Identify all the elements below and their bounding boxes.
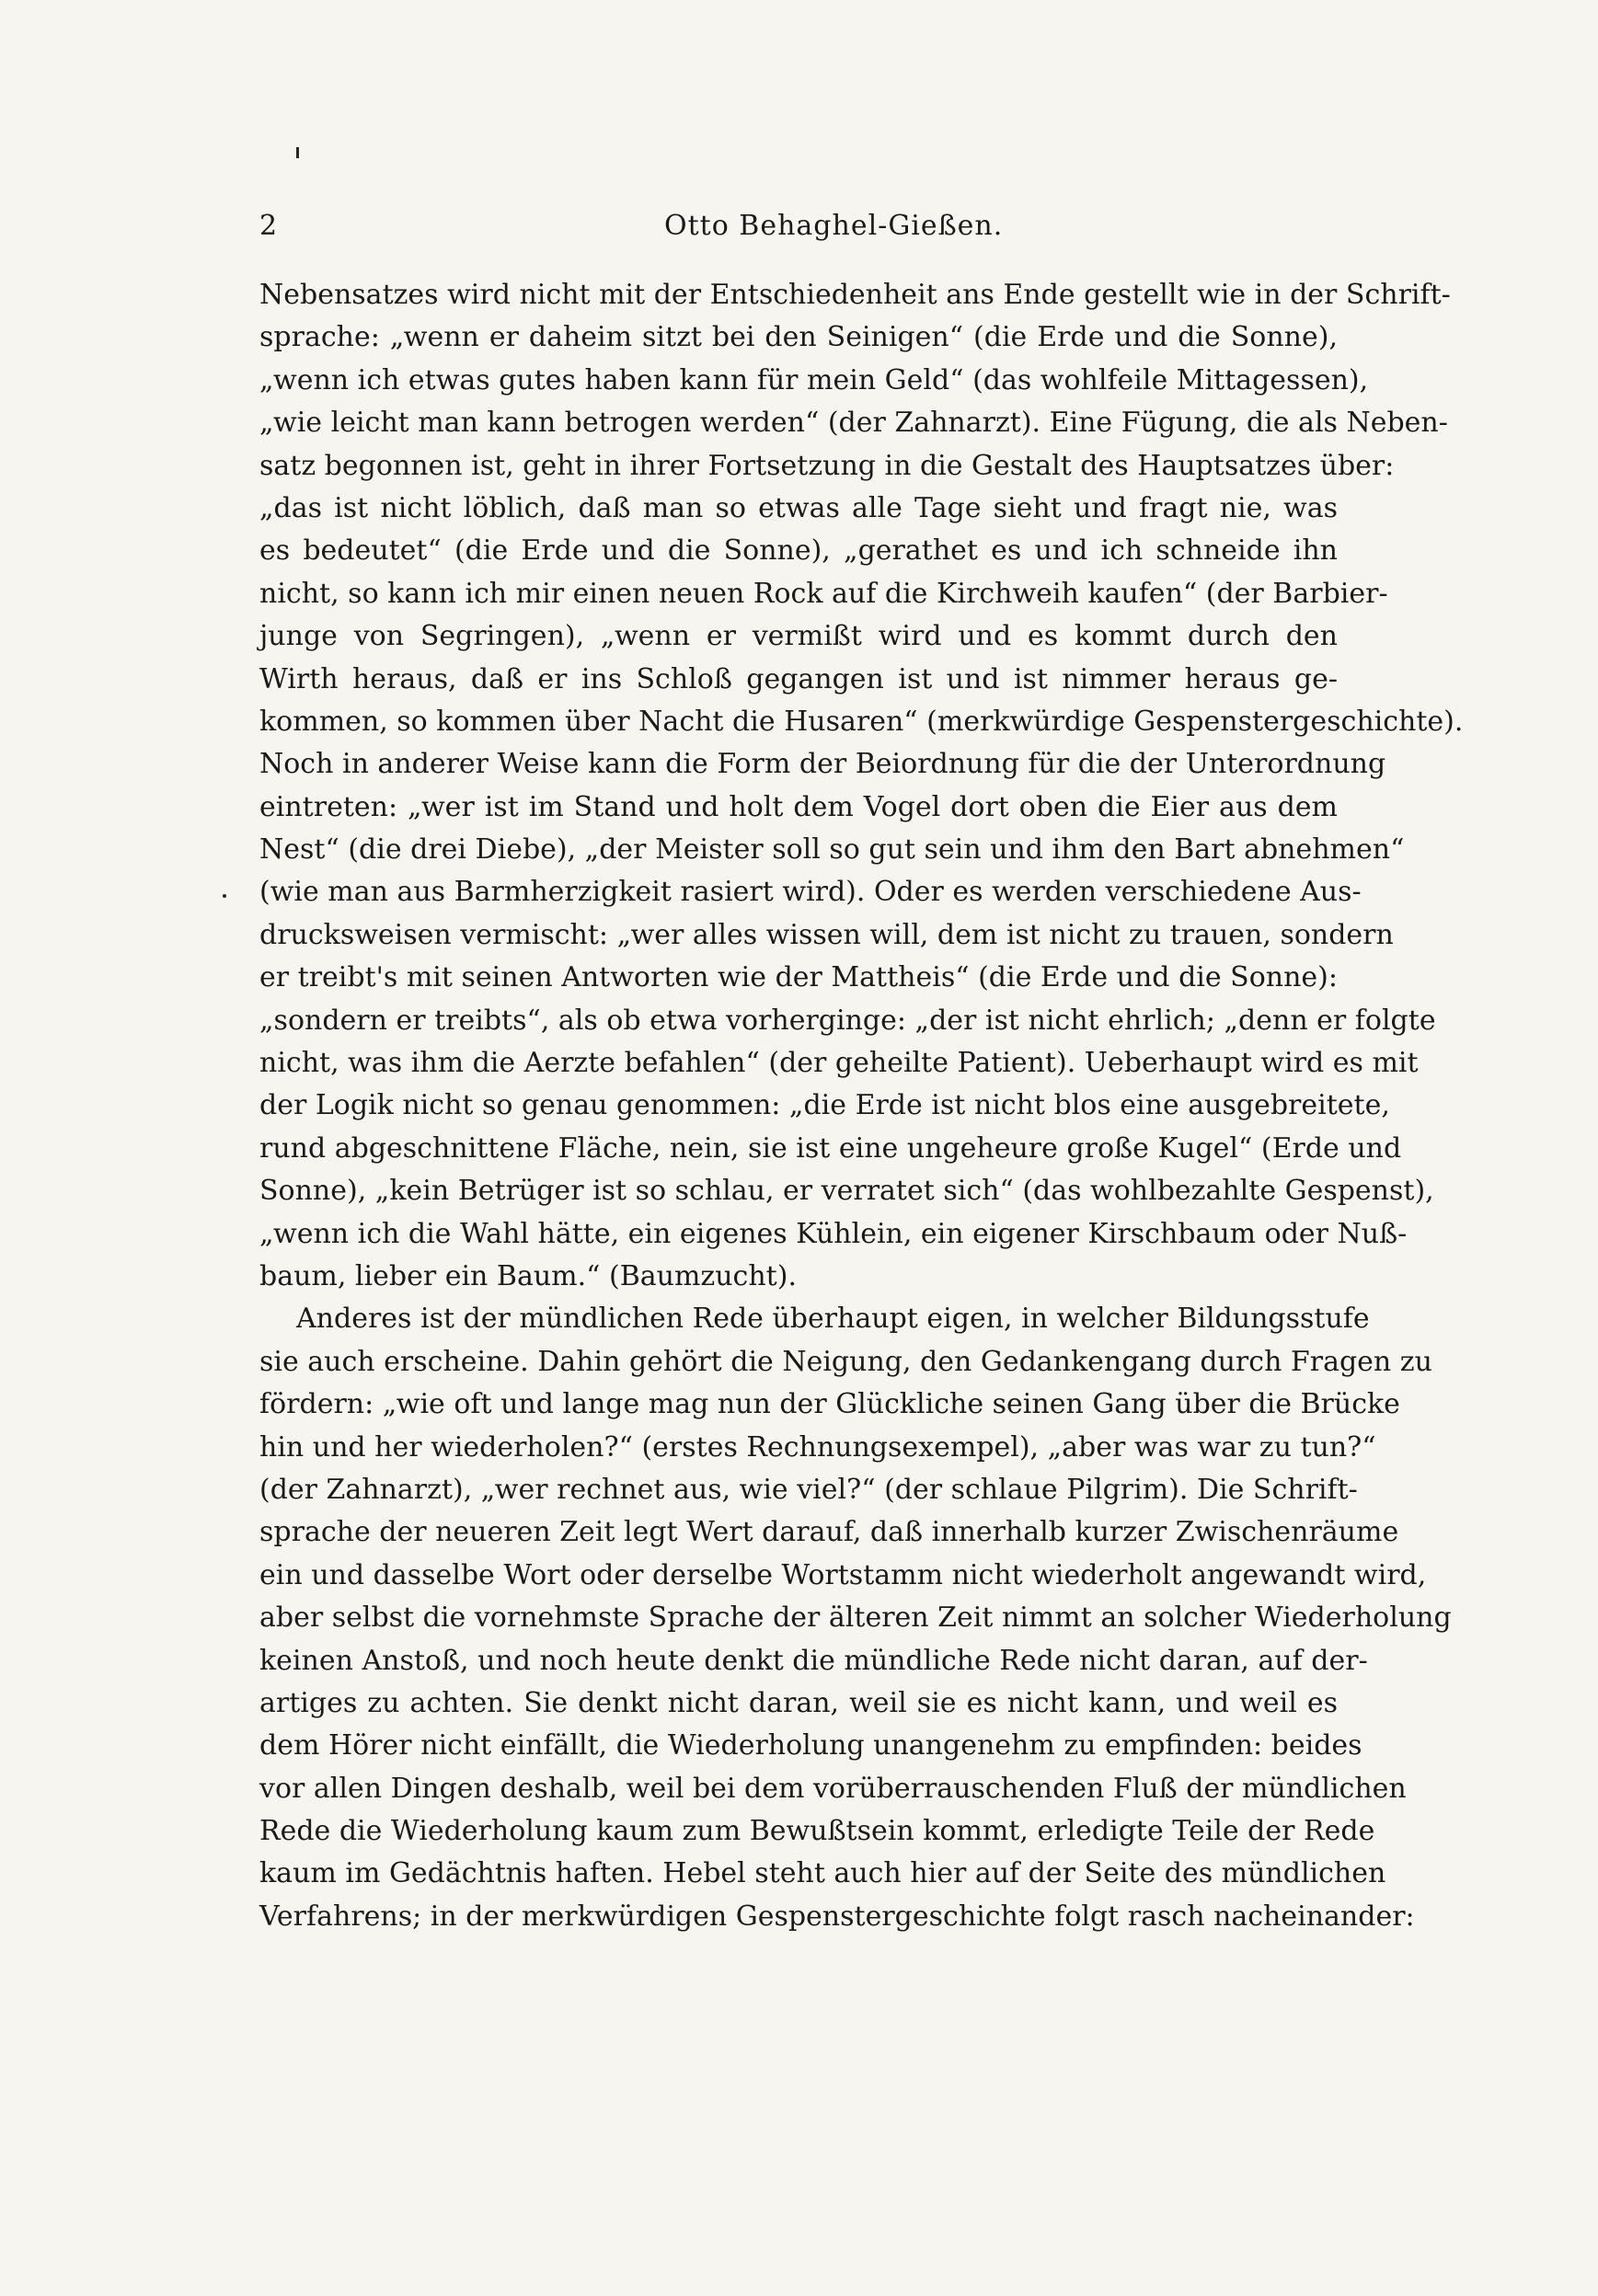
text-line: Nest“ (die drei Diebe), „der Meister soll so gut sein und ihm den Bart abnehmen“ bbox=[259, 833, 1405, 867]
text-line: ein und dasselbe Wort oder derselbe Wortstamm nicht wiederholt angewandt wird, bbox=[259, 1558, 1427, 1591]
text-line: nicht, so kann ich mir einen neuen Rock auf die Kirchweih kaufen“ (der Barbier- bbox=[259, 577, 1388, 610]
page-header bbox=[259, 208, 1340, 245]
text-line: nicht, was ihm die Aerzte befahlen“ (der geheilte Patient). Ueberhaupt wird es mit bbox=[259, 1047, 1419, 1080]
text-line: (der Zahnarzt), „wer rechnet aus, wie viel?“ (der schlaue Pilgrim). Die Schrift- bbox=[259, 1473, 1358, 1506]
text-line: baum, lieber ein Baum.“ (Baumzucht). bbox=[259, 1259, 797, 1292]
text-line: sprache der neueren Zeit legt Wert darauf, daß innerhalb kurzer Zwischenräume bbox=[259, 1516, 1399, 1549]
text-line: „das ist nicht löblich, daß man so etwas alle Tage sieht und fragt nie, was bbox=[259, 491, 1338, 524]
text-line: kommen, so kommen über Nacht die Husaren“ (merkwürdige Gespenstergeschichte). bbox=[259, 705, 1464, 738]
body-text bbox=[259, 274, 1464, 1938]
page-number: 2 bbox=[259, 210, 278, 242]
text-line: sie auch erscheine. Dahin gehört die Neigung, den Gedankengang durch Fragen zu bbox=[259, 1345, 1432, 1378]
margin-dot bbox=[223, 894, 226, 898]
text-line: Nebensatzes wird nicht mit der Entschiedenheit ans Ende gestellt wie in der Schrift- bbox=[259, 279, 1451, 311]
text-line: fördern: „wie oft und lange mag nun der Glückliche seinen Gang über die Brücke bbox=[259, 1388, 1400, 1421]
text-line: „wenn ich etwas gutes haben kann für mein Geld“ (das wohlfeile Mittagessen), bbox=[259, 363, 1369, 396]
text-line: er treibt's mit seinen Antworten wie der Mattheis“ (die Erde und die Sonne): bbox=[259, 961, 1338, 994]
text-line: artiges zu achten. Sie denkt nicht daran, weil sie es nicht kann, und weil es bbox=[259, 1686, 1338, 1719]
text-line: junge von Segringen), „wenn er vermißt wird und es kommt durch den bbox=[259, 620, 1338, 653]
text-line: „wenn ich die Wahl hätte, ein eigenes Kühlein, ein eigener Kirschbaum oder Nuß- bbox=[259, 1217, 1408, 1250]
text-line: eintreten: „wer ist im Stand und holt dem Vogel dort oben die Eier aus dem bbox=[259, 790, 1338, 823]
text-line: hin und her wiederholen?“ (erstes Rechnungsexempel), „aber was war zu tun?“ bbox=[259, 1430, 1376, 1464]
text-line: drucksweisen vermischt: „wer alles wissen will, dem ist nicht zu trauen, sondern bbox=[259, 918, 1394, 951]
text-line: Rede die Wiederholung kaum zum Bewußtsein kommt, erledigte Teile der Rede bbox=[259, 1815, 1375, 1848]
text-line: (wie man aus Barmherzigkeit rasiert wird). Oder es werden verschiedene Aus- bbox=[259, 876, 1362, 909]
text-line: Noch in anderer Weise kann die Form der Beiordnung für die der Unterordnung bbox=[259, 748, 1386, 781]
text-line: keinen Anstoß, und noch heute denkt die mündliche Rede nicht daran, auf der- bbox=[259, 1644, 1368, 1677]
text-line: Sonne), „kein Betrüger ist so schlau, er verratet sich“ (das wohlbezahlte Gespenst), bbox=[259, 1175, 1434, 1208]
text-line: Verfahrens; in der merkwürdigen Gespenstergeschichte folgt rasch nacheinander: bbox=[259, 1900, 1415, 1933]
text-line: „wie leicht man kann betrogen werden“ (der Zahnarzt). Eine Fügung, die als Neben- bbox=[259, 407, 1448, 440]
text-line: „sondern er treibts“, als ob etwa vorherginge: „der ist nicht ehrlich; „denn er folgte bbox=[259, 1004, 1436, 1037]
text-line: dem Hörer nicht einfällt, die Wiederholung unangenehm zu empfinden: beides bbox=[259, 1729, 1362, 1762]
print-speck bbox=[296, 147, 299, 158]
text-line: kaum im Gedächtnis haften. Hebel steht auch hier auf der Seite des mündlichen bbox=[259, 1857, 1386, 1890]
text-line: der Logik nicht so genau genommen: „die Erde ist nicht blos eine ausgebreitete, bbox=[259, 1089, 1390, 1122]
text-line: sprache: „wenn er daheim sitzt bei den Seinigen“ (die Erde und die Sonne), bbox=[259, 321, 1338, 354]
text-line: aber selbst die vornehmste Sprache der älteren Zeit nimmt an solcher Wiederholung bbox=[259, 1601, 1452, 1635]
text-line: es bedeutet“ (die Erde und die Sonne), „gerathet es und ich schneide ihn bbox=[259, 534, 1338, 568]
text-line: rund abgeschnittene Fläche, nein, sie ist eine ungeheure große Kugel“ (Erde und bbox=[259, 1131, 1402, 1165]
running-head: Otto Behaghel-Gießen. bbox=[664, 210, 1004, 242]
text-line: satz begonnen ist, geht in ihrer Fortsetzung in die Gestalt des Hauptsatzes über: bbox=[259, 449, 1395, 482]
text-line: vor allen Dingen deshalb, weil bei dem vorüberrauschenden Fluß der mündlichen bbox=[259, 1772, 1407, 1805]
text-line: Anderes ist der mündlichen Rede überhaupt eigen, in welcher Bildungsstufe bbox=[296, 1303, 1370, 1336]
text-line: Wirth heraus, daß er ins Schloß gegangen ist und ist nimmer heraus ge- bbox=[259, 662, 1338, 695]
